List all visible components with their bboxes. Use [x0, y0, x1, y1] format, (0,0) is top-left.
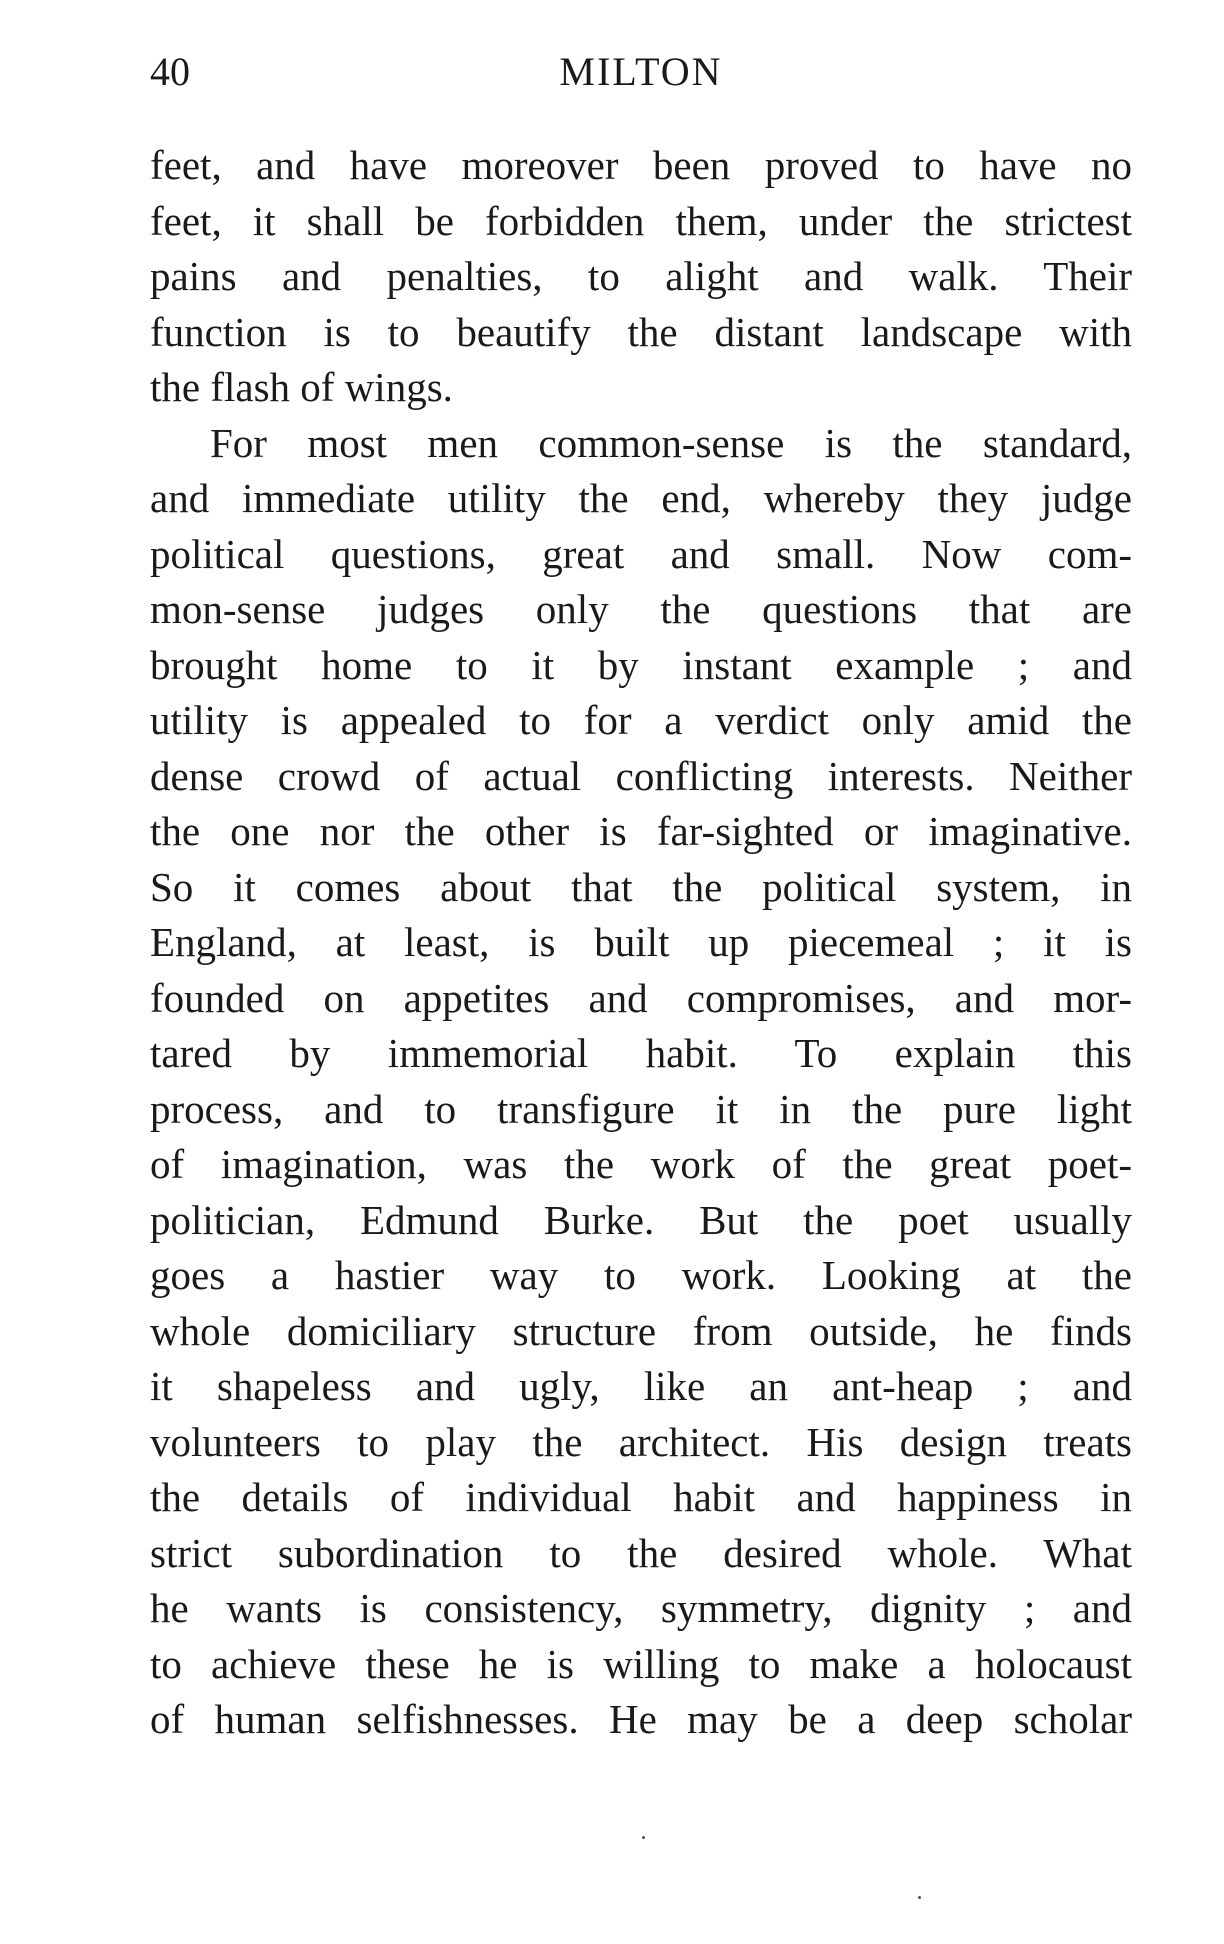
text-line: the details of individual habit and happiness in — [150, 1474, 1132, 1520]
text-line: feet, and have moreover been proved to have no — [150, 142, 1132, 188]
text-line: the one nor the other is far-sighted or imaginative. — [150, 808, 1132, 854]
text-line: goes a hastier way to work. Looking at the — [150, 1252, 1132, 1298]
text-line: political questions, great and small. Now com- — [150, 530, 1132, 577]
text-line: it shapeless and ugly, like an ant-heap ; and — [150, 1363, 1132, 1409]
text-line: dense crowd of actual conflicting interests. Neither — [150, 752, 1132, 799]
paragraph — [150, 416, 1132, 1748]
text-line: brought home to it by instant example ; and — [150, 641, 1132, 688]
text-line: volunteers to play the architect. His design treats — [150, 1418, 1132, 1465]
text-line: founded on appetites and compromises, and mor- — [150, 974, 1132, 1021]
text-line: whole domiciliary structure from outside, he finds — [150, 1307, 1132, 1354]
text-line: of human selfishnesses. He may be a deep scholar — [150, 1696, 1132, 1742]
text-line: feet, it shall be forbidden them, under the strictest — [150, 197, 1132, 244]
text-line: he wants is consistency, symmetry, dignity ; and — [150, 1585, 1132, 1631]
text-line: pains and penalties, to alight and walk. Their — [150, 253, 1132, 299]
text-line: politician, Edmund Burke. But the poet usually — [150, 1196, 1132, 1243]
text-line: England, at least, is built up piecemeal ; it is — [150, 919, 1132, 965]
text-line: function is to beautify the distant landscape with — [150, 308, 1132, 355]
text-line: and immediate utility the end, whereby they judge — [150, 475, 1132, 521]
text-line: mon-sense judges only the questions that are — [150, 586, 1132, 632]
body-text — [150, 138, 1132, 1748]
paragraph — [150, 138, 1132, 416]
text-line: strict subordination to the desired whole. What — [150, 1529, 1132, 1576]
text-line: of imagination, was the work of the great poet- — [150, 1141, 1132, 1187]
scan-speck — [642, 1836, 645, 1839]
text-line: So it comes about that the political system, in — [150, 863, 1132, 910]
page-header — [150, 42, 1132, 102]
text-line: to achieve these he is willing to make a holocaust — [150, 1640, 1132, 1687]
text-line: tared by immemorial habit. To explain this — [150, 1030, 1132, 1076]
text-line: utility is appealed to for a verdict only amid the — [150, 697, 1132, 743]
text-line: the flash of wings. — [150, 364, 453, 410]
page-number: 40 — [150, 49, 190, 94]
running-title: MILTON — [559, 49, 723, 94]
scan-speck — [918, 1896, 921, 1899]
text-line: For most men common-sense is the standard, — [210, 419, 1132, 466]
text-line: process, and to transfigure it in the pure light — [150, 1085, 1132, 1132]
